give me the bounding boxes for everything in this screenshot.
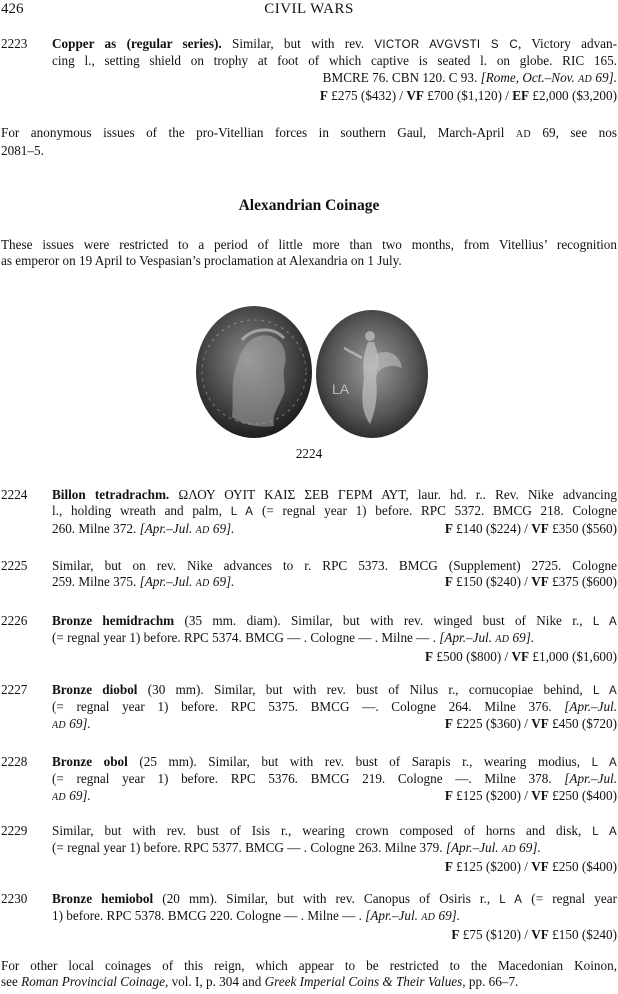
mint-date: [Apr.–Jul. AD 69].: [439, 630, 535, 646]
figure-caption: 2224: [295, 446, 323, 461]
page-header: [0, 0, 618, 18]
entry-number: 2228: [1, 754, 28, 769]
coin-legend: VICTOR AVGVSTI S C: [374, 39, 518, 51]
running-title: CIVIL WARS: [264, 1, 354, 17]
entry-title: Copper as (regular series).: [52, 36, 222, 51]
entry-title: Bronze hemiobol: [52, 891, 154, 906]
mint-date: [Apr.–Jul. AD 69].: [139, 520, 235, 536]
section-intro: These issues were restricted to a period of little more than two months, from Vitellius’ recognition as emperor on 19 April to Vespasian’s proclamation at Alexandria on 1 July.: [1, 237, 617, 269]
note-anonymous-issues: For anonymous issues of the pro-Vitellian forces in southern Gaul, March-April AD 69, see nos 2081–5.: [1, 125, 617, 159]
entry-number: 2226: [1, 613, 28, 628]
mint-date: [Apr.–Jul. AD 69].: [445, 840, 541, 856]
mint-date: [Apr.–Jul. AD 69].: [365, 908, 461, 924]
entry-text: Similar, but with rev. bust of Isis r., wearing crown composed of horns and disk, L A (= regnal year 1) before. RPC 5377. BMCG — . Cologne 263. Milne 379. [Apr.–Jul. AD 69]. F £125 ($200) / VF £250 ($400): [52, 823, 617, 874]
entry-number: 2224: [1, 487, 28, 502]
obverse-coin-image: [196, 306, 312, 438]
entry-number: 2229: [1, 823, 28, 838]
page-number: 426: [1, 1, 24, 17]
entry-text: Bronze hemiobol (20 mm). Similar, but with rev. Canopus of Osiris r., L A (= regnal year 1) before. RPC 5378. BMCG 220. Cologne — . Milne — . [Apr.–Jul. AD 69]. F £75 ($120) / VF £150 ($240): [52, 891, 617, 942]
regnal-year-mark: L A: [592, 616, 617, 628]
regnal-year-mark: L A: [230, 506, 254, 519]
section-title: Alexandrian Coinage: [238, 197, 380, 214]
mint-date: [Apr.–Jul.: [564, 771, 617, 787]
regnal-year-mark: L A: [592, 685, 617, 697]
note-other-local-coinages: For other local coinages of this reign, which appear to be restricted to the Macedonian Koinon, see Roman Provincial Coinage, vol. I, p. 304 and Greek Imperial Coins & Their Values, pp. 66–7.: [1, 958, 617, 990]
regnal-year-mark: L A: [592, 826, 617, 838]
entry-title: Bronze obol: [52, 754, 128, 769]
price-line: F £125 ($200) / VF £250 ($400): [444, 787, 617, 803]
entry-text: Bronze hemidrachm (35 mm. diam). Similar, but with rev. winged bust of Nike r., L A (= regnal year 1) before. RPC 5374. BMCG — . Cologne — . Milne — . [Apr.–Jul. AD 69]. F £500 ($800) / VF £1,000 ($1,600): [52, 613, 617, 664]
entry-title: Billon tetradrachm.: [52, 487, 170, 502]
price-line: F £150 ($240) / VF £375 ($600): [444, 574, 617, 590]
entry-number: 2227: [1, 682, 28, 697]
regnal-year-mark: L A: [499, 894, 523, 906]
mint-date: [Apr.–Jul.: [564, 699, 617, 715]
entry-text: Bronze obol (25 mm). Similar, but with rev. bust of Sarapis r., wearing modius, L A (= regnal year 1) before. RPC 5376. BMCG 219. Cologne —. Milne 378. [Apr.–Jul. AD 69]. F £125 ($200) / VF £250 ($400): [52, 754, 617, 803]
coin-photograph-2224: [192, 302, 432, 444]
entry-number: 2230: [1, 891, 28, 906]
price-line: F £275 ($432) / VF £700 ($1,120) / EF £2,000 ($3,200): [319, 87, 617, 103]
entry-number: 2225: [1, 558, 28, 573]
reference-title: Greek Imperial Coins & Their Values,: [264, 974, 466, 990]
reverse-coin-image: [316, 310, 428, 438]
entry-text: Billon tetradrachm. ΩΛΟΥ ΟΥΙΤ ΚΑΙΣ ΣΕΒ ΓΕΡΜ ΑΥΤ, laur. hd. r.. Rev. Nike advancing l., holding wreath and palm, L A (= regnal year 1) before. RPC 5372. BMCG 218. Cologne 260. Milne 372. [Apr.–Jul. AD 69]. F £140 ($224) / VF £350 ($560): [52, 487, 617, 536]
price-line: F £500 ($800) / VF £1,000 ($1,600): [425, 648, 617, 664]
price-line: F £140 ($224) / VF £350 ($560): [444, 520, 617, 536]
entry-text: Copper as (regular series). Similar, but with rev. VICTOR AVGVSTI S C, Victory advan- cing l., setting shield on trophy at foot of which captive is seated l. on globe. RIC 165. BMCRE 76. CBN 120. C 93. [Rome, Oct.–Nov. AD 69]. F £275 ($432) / VF £700 ($1,120) / EF £2,000 ($3,200): [52, 36, 617, 103]
mint-date: [Apr.–Jul. AD 69].: [139, 574, 235, 590]
reference-title: Roman Provincial Coinage,: [21, 974, 169, 990]
entry-title: Bronze hemidrachm: [52, 613, 175, 628]
entry-text: Similar, but on rev. Nike advances to r. RPC 5373. BMCG (Supplement) 2725. Cologne 259. Milne 375. [Apr.–Jul. AD 69]. F £150 ($240) / VF £375 ($600): [52, 558, 617, 590]
price-line: F £125 ($200) / VF £250 ($400): [444, 858, 617, 874]
entry-title: Bronze diobol: [52, 682, 138, 697]
price-line: F £225 ($360) / VF £450 ($720): [444, 715, 617, 731]
entry-text: Bronze diobol (30 mm). Similar, but with rev. bust of Nilus r., cornucopiae behind, L A (= regnal year 1) before. RPC 5375. BMCG —. Cologne 264. Milne 376. [Apr.–Jul. AD 69]. F £225 ($360) / VF £450 ($720): [52, 682, 617, 731]
regnal-year-mark: L A: [591, 757, 617, 769]
entry-number: 2223: [1, 36, 28, 51]
mint-date: [Rome, Oct.–Nov. AD 69].: [480, 69, 617, 85]
svg-text:LA: LA: [332, 381, 350, 397]
price-line: F £75 ($120) / VF £150 ($240): [451, 926, 617, 942]
